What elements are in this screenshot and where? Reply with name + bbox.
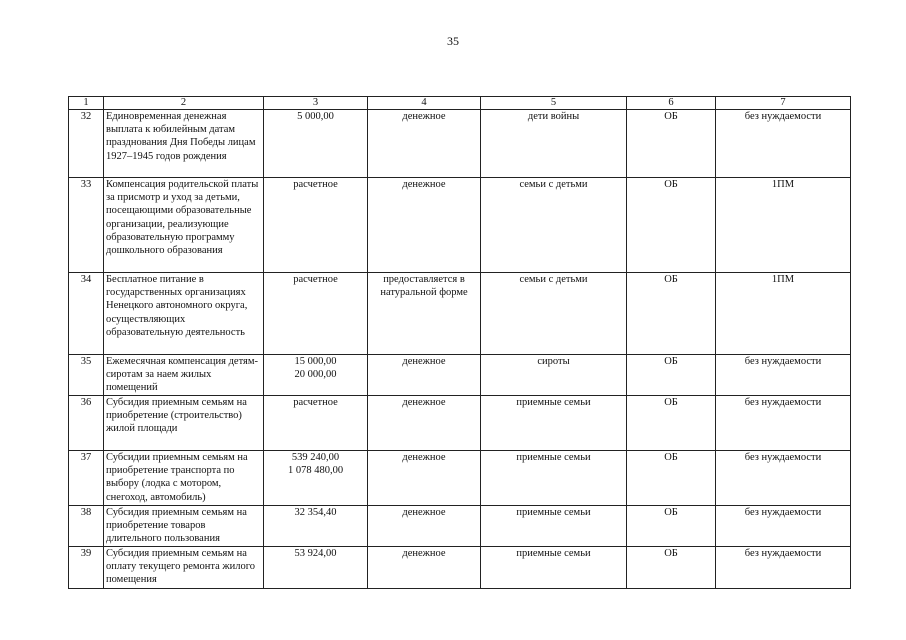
row-number: 32	[69, 110, 104, 178]
recipient-category: приемные семьи	[481, 547, 627, 589]
recipient-category: семьи с детьми	[481, 178, 627, 273]
table-row	[69, 547, 851, 589]
table-row	[69, 355, 851, 396]
benefit-name: Бесплатное питание в государственных организациях Ненецкого автономного округа, осуществляющих образовательную деятельность	[104, 273, 264, 355]
benefit-amount	[264, 178, 368, 273]
benefit-amount	[264, 355, 368, 396]
benefit-name: Субсидии приемным семьям на приобретение транспорта по выбору (лодка с мотором, снегоход, автомобиль)	[104, 451, 264, 506]
payment-form: денежное	[368, 396, 481, 451]
row-number: 36	[69, 396, 104, 451]
recipient-category: приемные семьи	[481, 396, 627, 451]
budget-source: ОБ	[627, 273, 716, 355]
column-header: 7	[716, 97, 851, 110]
payment-form: денежное	[368, 355, 481, 396]
table-header-row	[69, 97, 851, 110]
row-number: 37	[69, 451, 104, 506]
table-row	[69, 110, 851, 178]
amount-value: 20 000,00	[294, 369, 337, 381]
column-header: 2	[104, 97, 264, 110]
amount-value: 53 924,00	[294, 548, 337, 559]
amount-value: расчетное	[293, 179, 338, 190]
need-criterion: без нуждаемости	[716, 547, 851, 589]
benefit-amount	[264, 547, 368, 589]
benefit-name: Ежемесячная компенсация детям-сиротам за наем жилых помещений	[104, 355, 264, 396]
payment-form: денежное	[368, 547, 481, 589]
need-criterion: без нуждаемости	[716, 506, 851, 547]
table-row	[69, 178, 851, 273]
amount-value: 5 000,00	[297, 111, 334, 122]
benefits-table	[68, 96, 851, 589]
benefit-name: Субсидия приемным семьям на приобретение (строительство) жилой площади	[104, 396, 264, 451]
recipient-category: сироты	[481, 355, 627, 396]
row-number: 39	[69, 547, 104, 589]
payment-form: денежное	[368, 451, 481, 506]
amount-value: 539 240,00	[291, 452, 340, 463]
benefit-amount	[264, 506, 368, 547]
need-criterion: 1ПМ	[716, 178, 851, 273]
benefit-name: Компенсация родительской платы за присмотр и уход за детьми, посещающими образовательные организации, реализующие образовательную программу дошкольного образования	[104, 178, 264, 273]
amount-value: 15 000,00	[294, 356, 337, 367]
column-header: 6	[627, 97, 716, 110]
amount-value: расчетное	[293, 397, 338, 408]
recipient-category: приемные семьи	[481, 506, 627, 547]
budget-source: ОБ	[627, 178, 716, 273]
payment-form: денежное	[368, 178, 481, 273]
table-row	[69, 506, 851, 547]
need-criterion: 1ПМ	[716, 273, 851, 355]
benefit-amount	[264, 396, 368, 451]
column-header: 3	[264, 97, 368, 110]
benefit-amount	[264, 110, 368, 178]
page-number: 35	[447, 34, 459, 48]
budget-source: ОБ	[627, 506, 716, 547]
recipient-category: семьи с детьми	[481, 273, 627, 355]
row-number: 34	[69, 273, 104, 355]
need-criterion: без нуждаемости	[716, 451, 851, 506]
table-row	[69, 273, 851, 355]
row-number: 35	[69, 355, 104, 396]
row-number: 33	[69, 178, 104, 273]
benefit-name: Субсидия приемным семьям на оплату текущего ремонта жилого помещения	[104, 547, 264, 589]
budget-source: ОБ	[627, 396, 716, 451]
column-header: 1	[69, 97, 104, 110]
budget-source: ОБ	[627, 451, 716, 506]
amount-value: расчетное	[293, 274, 338, 285]
amount-value: 32 354,40	[294, 507, 337, 518]
budget-source: ОБ	[627, 110, 716, 178]
benefit-name: Субсидия приемным семьям на приобретение товаров длительного пользования	[104, 506, 264, 547]
row-number: 38	[69, 506, 104, 547]
recipient-category: приемные семьи	[481, 451, 627, 506]
payment-form: денежное	[368, 110, 481, 178]
table-row	[69, 451, 851, 506]
column-header: 4	[368, 97, 481, 110]
need-criterion: без нуждаемости	[716, 355, 851, 396]
column-header: 5	[481, 97, 627, 110]
recipient-category: дети войны	[481, 110, 627, 178]
benefit-amount	[264, 451, 368, 506]
need-criterion: без нуждаемости	[716, 110, 851, 178]
budget-source: ОБ	[627, 547, 716, 589]
benefit-name: Единовременная денежная выплата к юбилейным датам празднования Дня Победы лицам 1927–1945 годов рождения	[104, 110, 264, 178]
benefit-amount	[264, 273, 368, 355]
need-criterion: без нуждаемости	[716, 396, 851, 451]
budget-source: ОБ	[627, 355, 716, 396]
table-row	[69, 396, 851, 451]
payment-form: денежное	[368, 506, 481, 547]
payment-form: предоставляется в натуральной форме	[368, 273, 481, 355]
amount-value: 1 078 480,00	[287, 465, 344, 477]
